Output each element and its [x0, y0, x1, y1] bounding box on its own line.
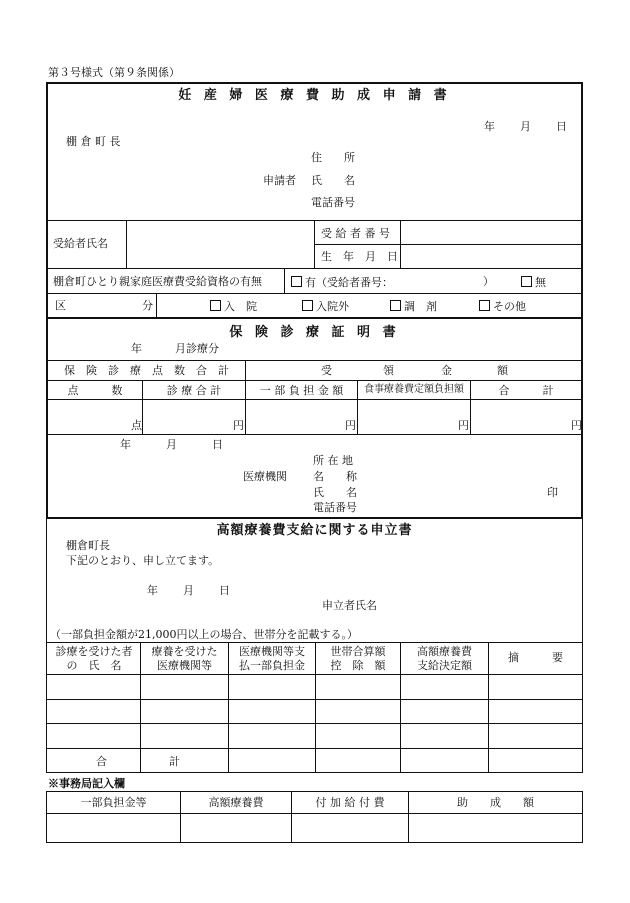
- col-header-high-cost-decision: [401, 645, 488, 673]
- divider: [314, 244, 583, 245]
- certificate-title: 保 険 診 療 証 明 書: [229, 325, 400, 340]
- office-table-bottom: [46, 842, 583, 843]
- checkbox-icon[interactable]: [210, 300, 221, 311]
- applicant-phone-label: 電話番号: [311, 196, 355, 209]
- divider: [46, 293, 583, 294]
- category-option-label: 入 院: [224, 300, 257, 313]
- col-header-copay-paid: [229, 645, 315, 673]
- received-header-char: 領: [383, 364, 394, 377]
- table-row: [46, 748, 583, 749]
- table-row: [46, 674, 583, 675]
- office-col-high-cost: 高額療養費: [208, 796, 264, 809]
- application-date-month: 月: [520, 120, 531, 133]
- divider: [245, 360, 246, 434]
- table-row: [46, 699, 583, 700]
- unit-yen: 円: [233, 419, 244, 432]
- total-label-right: 計: [169, 755, 180, 768]
- certificate-date-day: 日: [212, 438, 223, 451]
- section-divider: [46, 317, 583, 319]
- recipient-number-label: 受 給 者 番 号: [321, 227, 390, 240]
- col-header-patient-name: [48, 645, 140, 673]
- category-label-right: 分: [142, 299, 153, 312]
- office-col-additional: 付 加 給 付 費: [315, 796, 385, 809]
- category-option-dispensing[interactable]: [390, 300, 437, 312]
- form-number-label: 第３号様式（第９条関係）: [48, 66, 180, 79]
- office-table-right: [582, 791, 583, 842]
- certificate-date-month: 月: [166, 438, 177, 451]
- category-option-label: 調 剤: [404, 300, 437, 313]
- high-cost-title: 高額療養費支給に関する申立書: [216, 523, 413, 538]
- office-table-top: [46, 791, 583, 792]
- frame-right-border: [581, 82, 583, 517]
- seal-mark: 印: [547, 486, 558, 499]
- household-note: （一部負担金額が21,000円以上の場合、世帯分を記載する。）: [50, 628, 358, 641]
- received-header-char: 受: [321, 364, 332, 377]
- checkbox-icon[interactable]: [390, 300, 401, 311]
- unit-yen: 円: [345, 419, 356, 432]
- header-line: 医療機関等: [157, 659, 212, 672]
- header-line: 高額療養費: [417, 645, 472, 658]
- certificate-month-label: 月診療分: [175, 342, 219, 355]
- total-label-left: 合: [96, 755, 107, 768]
- applicant-label: 申請者: [263, 174, 296, 187]
- header-line: 世帯合算額: [330, 645, 386, 658]
- checkbox-icon[interactable]: [291, 276, 302, 287]
- certificate-year-label: 年: [131, 342, 142, 355]
- checkbox-icon[interactable]: [521, 276, 532, 287]
- header-line: 診療を受けた者: [55, 645, 133, 658]
- divider: [46, 813, 583, 814]
- institution-label: 医療機関: [243, 470, 287, 483]
- certificate-date-year: 年: [120, 438, 131, 451]
- frame-top-border: [46, 82, 583, 84]
- institution-person-label: 氏 名: [313, 486, 357, 499]
- category-option-outpatient[interactable]: [302, 300, 349, 312]
- eligibility-question: 棚倉町ひとり親家庭医療費受給資格の有無: [53, 275, 262, 288]
- application-title: 妊 産 婦 医 療 費 助 成 申 請 書: [178, 88, 451, 103]
- col-header-points: 点 数: [67, 384, 123, 397]
- category-option-inpatient[interactable]: [210, 300, 257, 312]
- header-line: 支給決定額: [417, 659, 472, 672]
- col-header-meal-cost: 食事療養費定額負担額: [364, 384, 464, 395]
- category-option-other[interactable]: [479, 300, 526, 312]
- unit-yen: 円: [571, 419, 582, 432]
- header-line: 医療機関等支: [239, 645, 305, 658]
- header-line: 控 除 額: [330, 659, 386, 672]
- divider: [126, 220, 127, 268]
- category-label-left: 区: [55, 299, 66, 312]
- divider: [46, 434, 583, 435]
- high-cost-date-month: 月: [183, 584, 194, 597]
- application-date-year: 年: [484, 120, 495, 133]
- eligibility-yes-option[interactable]: [291, 276, 393, 288]
- checkbox-icon[interactable]: [302, 300, 313, 311]
- received-header-char: 額: [497, 364, 508, 377]
- frame-bottom-border: [46, 772, 583, 773]
- header-line: の 氏 名: [66, 659, 122, 672]
- col-header-household-deduction: [316, 645, 400, 673]
- unit-points: 点: [131, 419, 142, 432]
- office-col-copay: 一部負担金等: [80, 796, 147, 809]
- frame-left-border: [46, 82, 48, 517]
- eligibility-no-option[interactable]: [521, 276, 546, 288]
- institution-location-label: 所 在 地: [313, 454, 353, 467]
- office-use-label: ※事務局記入欄: [48, 777, 125, 790]
- divider: [284, 268, 285, 293]
- high-cost-addressee: 棚倉町長: [66, 539, 110, 552]
- address-label: 住 所: [311, 151, 355, 164]
- addressee: 棚 倉 町 長: [66, 135, 121, 148]
- recipient-birth-label: 生 年 月 日: [321, 250, 398, 263]
- unit-yen: 円: [458, 419, 469, 432]
- divider: [46, 268, 583, 269]
- frame-right-border: [582, 517, 583, 773]
- eligibility-close-paren: ）: [483, 275, 494, 288]
- divider: [46, 360, 583, 361]
- office-col-subsidy: 助 成 額: [457, 796, 534, 809]
- category-option-label: その他: [493, 300, 526, 313]
- col-header-treatment-total: 診 療 合 計: [166, 384, 222, 397]
- section-divider: [46, 517, 583, 519]
- high-cost-date-year: 年: [147, 584, 158, 597]
- col-header-copay: 一 部 負 担 金 額: [259, 384, 344, 397]
- frame-left-border: [46, 517, 47, 773]
- received-header-char: 金: [441, 364, 452, 377]
- application-date-day: 日: [556, 120, 567, 133]
- divider: [156, 293, 157, 317]
- col-header-total: 合 計: [498, 384, 554, 397]
- points-total-header: 保 険 診 療 点 数 合 計: [64, 364, 229, 377]
- applicant-name-label: 氏 名: [311, 174, 355, 187]
- declarant-name-label: 申立者氏名: [322, 599, 377, 612]
- header-line: 払一部負担金: [239, 659, 305, 672]
- institution-name-label: 名 称: [313, 470, 357, 483]
- recipient-name-label: 受給者氏名: [53, 237, 108, 250]
- col-header-remarks: 摘 要: [508, 651, 563, 664]
- eligibility-no-label: 無: [535, 276, 546, 289]
- divider: [46, 380, 583, 381]
- high-cost-statement: 下記のとおり、申し立てます。: [66, 554, 220, 567]
- col-header-institution: [141, 645, 228, 673]
- table-row: [46, 723, 583, 724]
- eligibility-yes-label: 有（受給者番号：: [305, 276, 393, 289]
- divider: [46, 399, 583, 400]
- header-line: 療養を受けた: [151, 645, 218, 658]
- category-option-label: 入院外: [316, 300, 349, 313]
- high-cost-date-day: 日: [219, 584, 230, 597]
- institution-phone-label: 電話番号: [313, 501, 357, 514]
- checkbox-icon[interactable]: [479, 300, 490, 311]
